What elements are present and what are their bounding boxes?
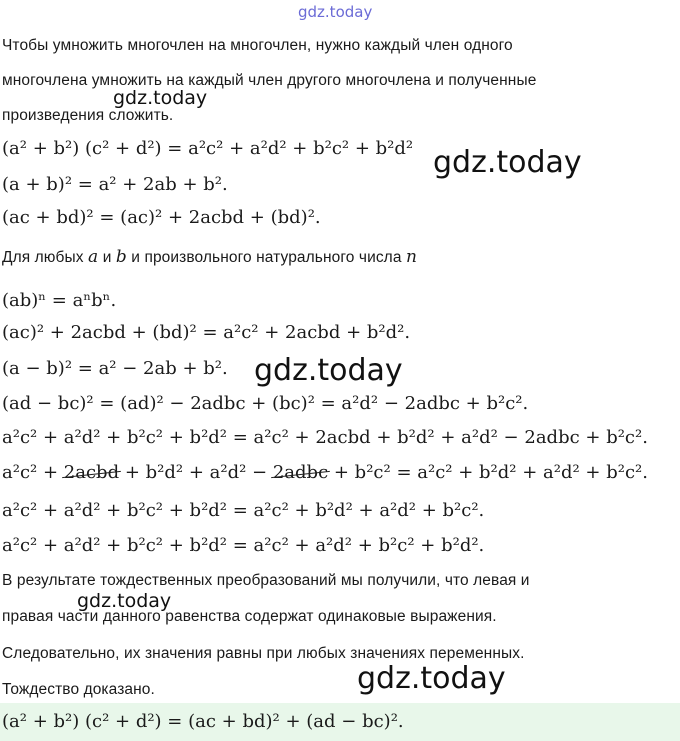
for-any-label: Для любых [2, 249, 84, 266]
natural-number-label: и произвольного натурального числа [131, 249, 402, 266]
answer-box [0, 703, 680, 741]
paragraph-conclusion-line2: правая части данного равенства содержат одинаковые выражения. [2, 608, 497, 625]
paragraph-conclusion-line3: Следовательно, их значения равны при любых значениях переменных. [2, 645, 525, 662]
variable-n: n [405, 247, 418, 267]
formula-ad-bc-square: (ad − bc)² = (ad)² − 2adbc + (bc)² = a²d² − 2adbc + b²c². [2, 393, 529, 414]
watermark-3: gdz.today [254, 353, 403, 388]
formula-answer: (a² + b²) (c² + d²) = (ac + bd)² + (ad − bc)². [2, 711, 404, 732]
paragraph-conclusion-line1: В результате тождественных преобразований мы получили, что левая и [2, 572, 530, 589]
watermark-5: gdz.today [357, 661, 506, 696]
cancelled-term-2adbc: 2adbc [272, 462, 329, 483]
paragraph-rule-line2: многочлена умножить на каждый член другого многочлена и полученные [2, 72, 537, 89]
formula-ac-bd-square: (ac + bd)² = (ac)² + 2acbd + (bd)². [2, 207, 321, 228]
variable-b: b [115, 247, 127, 267]
cancel-right: + b²c² = a²c² + b²d² + a²d² + b²c². [328, 462, 648, 483]
and-label: и [102, 249, 112, 266]
formula-product-expansion: (a² + b²) (c² + d²) = a²c² + a²d² + b²c² + b²d² [2, 138, 414, 159]
paragraph-proven: Тождество доказано. [2, 681, 155, 698]
formula-simplified: a²c² + a²d² + b²c² + b²d² = a²c² + b²d² + a²d² + b²c². [2, 500, 485, 521]
cancel-left: a²c² + [2, 462, 64, 483]
formula-ac-bd-expanded: (ac)² + 2acbd + (bd)² = a²c² + 2acbd + b²d². [2, 322, 411, 343]
watermark-1: gdz.today [113, 87, 208, 109]
formula-reordered: a²c² + a²d² + b²c² + b²d² = a²c² + a²d² + b²c² + b²d². [2, 535, 485, 556]
formula-square-of-difference: (a − b)² = a² − 2ab + b². [2, 358, 228, 379]
formula-substitution: a²c² + a²d² + b²c² + b²d² = a²c² + 2acbd + b²d² + a²d² − 2adbc + b²c². [2, 427, 648, 448]
cancel-middle: + b²d² + a²d² − [119, 462, 273, 483]
formula-power-of-product: (ab)ⁿ = aⁿbⁿ. [2, 290, 117, 311]
paragraph-for-any [2, 247, 417, 267]
cancelled-term-2acbd: 2acbd [63, 462, 120, 483]
paragraph-rule-line3: произведения сложить. [2, 107, 174, 124]
watermark-2: gdz.today [433, 145, 582, 180]
formula-square-of-sum: (a + b)² = a² + 2ab + b². [2, 174, 228, 195]
paragraph-rule-line1: Чтобы умножить многочлен на многочлен, нужно каждый член одного [2, 37, 513, 54]
watermark-4: gdz.today [77, 590, 172, 612]
watermark-top: gdz.today [298, 3, 373, 21]
variable-a: a [88, 247, 99, 267]
formula-cancellation [2, 462, 648, 483]
